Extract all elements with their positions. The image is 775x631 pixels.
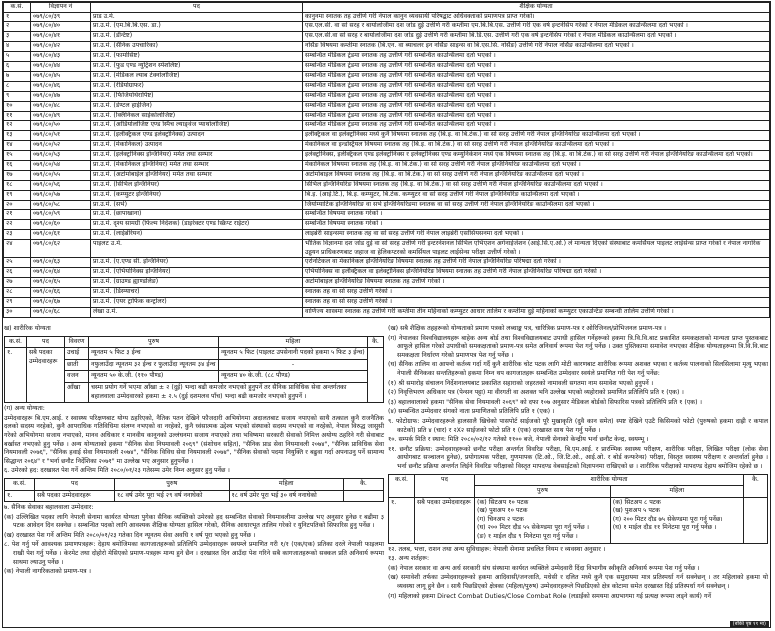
cell-qualification: एस.एल.सी. वा सो सरह र बायोलोजीमा दश जोड दुई उत्तीर्ण गरी कम्तीमा एम.बि.बि.एस. उत्तीर्ण गरी एक वर्ष इन्टर्नसिप गरेको र नेपाल मेडिकल काउन्सिलमा दर्ता भएको । — [303, 22, 770, 32]
cell-qualification: एभियोनिक्स वा इलेक्ट्रिकल वा इलेक्ट्रोनिक्स इन्जिनियरिङ विषयमा स्नातक तह उत्तीर्ण गरी नेपाल इन्जिनियरिङ परिषद्मा दर्ता गरेको । — [303, 268, 770, 278]
cell-sn: ११ — [4, 111, 31, 121]
cell-remarks — [744, 497, 768, 543]
cell-sn: १. — [5, 490, 35, 502]
cell-sn: २ — [4, 22, 31, 32]
cell-post: प्रा.उ.मे. (एभियोनिक्स इन्जिनियर) — [91, 268, 303, 278]
other-text: उम्मेदवारहरू बि.एम.आई. र स्वास्थ्य परिक्षणबाट योग्य ठहरिएको, नैतिक पतन देखिने फौजदारी अभियोगमा अदालतबाट सजाय नपाएको साथै तत्काल कुनै राजनैतिक दलको सदस्य नरहेको, कुनै आपराधिक गतिविधिमा संलग्न नभएको वा नरहेको, कुनै ध्वंसात्मक उद्देश्य भएको संस्थाको सदस्य नभएको वा नरहेको, नेपाल विरुद्ध जासुसी गरेको अभियोगमा सजाय नपाएको, मानव अधिकार र मानवीय कानूनको उल्लंघनमा सजाय नपाएको तथा भविष्यमा सरकारी सेवाको निमित्त अयोग्य ठहरिने गरी सेवाबाट बर्खास्त नभएको हुनु पर्नेछ । अन्य योग्यताको हकमा "सैनिक सेवा नियमावली २०६९" (संशोधन सहित), "सैनिक प्राड सेवा नियमावली २०७४", "सैनिक प्राविधिक सेवा नियमावली २०७६", "सैनिक हवाई सेवा नियमावली २०७४", "सैनिक विविध सेवा नियमावली २०७४", "सैनिक सेवाको पदमा नियुक्ति र बढुवा गर्दा अपनाउनु पर्ने सामान्य सिद्धान्त २०६४" र "भर्ना छनौट निर्देशिका २०७१" मा उल्लेख भए अनुसार हुनुपर्नेछ । — [4, 414, 384, 465]
document-item: (ग) नेपालका विश्वविद्यालयहरू बाहेक अन्य बोर्ड तथा विश्वविद्यालयबाट उपाधी हासिल गर्नेहरूको हकमा त्रि.वि.वि.बाट प्रकाशित समकक्षताको मान्यता प्राप्त पुस्तकबाट आफूले हासिल गरेको उपाधीको समकक्षताको प्रमाण-पत्र समेत अनिवार्य रूपमा पेश गर्नु पर्नेछ । उक्त पुस्तिकामा समावेश नभएका शैक्षिक योग्यताहरूमा त्रि.वि.वि.बाट समकक्षता निर्धारण गरेको प्रमाणपत्र पेश गर्नु पर्नेछ । — [388, 334, 768, 359]
table-row — [4, 42, 770, 52]
cell-qualification: कानुनमा स्नातक तह उत्तीर्ण गरी नेपाल कानुन व्यवसायी परिषद्बाट अधिवक्ताको प्रमाणपत्र प्राप्त गरेको। — [303, 12, 770, 22]
cell-ad-no: ०७९/८०/६२ — [31, 240, 91, 258]
cell-post: प्रा.उ.मे. (फुड एण्ड न्युट्रिशन स्पेशलिष्ट) — [91, 62, 303, 72]
table-row — [4, 121, 770, 131]
cell-sn: ९ — [4, 91, 31, 101]
cell-ad-no: ०७९/८०/४६ — [31, 81, 91, 91]
cell-ad-no: ०७९/८०/६७ — [31, 297, 91, 307]
cell-ad-no: ०७९/८०/४९ — [31, 111, 91, 121]
th-post: पद — [415, 474, 475, 497]
th-female: महिला — [219, 336, 368, 348]
table-row — [4, 151, 770, 161]
table-row — [4, 81, 770, 91]
document-subitem: (४) सम्बन्धित उम्मेदवार संगको नाता प्रमाणितको प्रतिलिपि प्रति १ (एक) । — [388, 408, 555, 416]
cell-label: छाती — [65, 359, 89, 371]
female-item: (क) सिटअप ८ पटक — [612, 498, 661, 506]
table-row — [4, 307, 770, 317]
cell-sn: २७ — [4, 278, 31, 288]
cell-qualification: सम्बन्धित मेडिकल ट्रेडमा स्नातक तह उत्तीर्ण गरी सम्बन्धित काउन्सिलमा दर्ता भएको । — [303, 81, 770, 91]
cell-sn: २९ — [4, 297, 31, 307]
male-item: (ङ) १ माईल दौड ९ मिनेटमा पूरा गर्नु पर्नेछ । — [477, 533, 578, 541]
cell-sn: २१ — [4, 210, 31, 220]
serving-item: (क) उल्लिखित पदका लागि नेपाली सेनामा कार्यरत योग्यता पुगेका सैनिक व्यक्तिको उमेरको हद सम्बन्धित सेवाको नियमावलीमा उल्लेख भए अनुसार हुनेछ र बढीमा ३ पटक आवेदन दिन सक्नेछ । सम्बन्धित पदको लागि आवश्यक शैक्षिक योग्यता हासिल गरेको, सैनिक आधारभूत तालिम गरेको र युनिटपतिको सिफारिस हुनु पर्नेछ । — [4, 513, 384, 530]
documents-heading: ८. पेश गर्नु पर्ने आवश्यक प्रमाणपत्रहरू: देहाय बमोजिमका कागजातहरूको प्रतिलिपि उम्मेदवारहरू स्वयम्ले प्रमाणित गरी १/१ (एक/एक) प्रतिका दरले नेपाली फाइलमा राखी पेश गर्नु पर्नेछ । केरमेट तथा दोहोरो मेसिएको प्रमाण-पत्रहरू मान्य हुने छैन । दरखास्त दिन आउँदा पेश गरिने सबै कागजातहरूको सक्कल प्रति अनिवार्य रूपमा साथमा ल्याउनु पर्नेछ । — [4, 541, 384, 566]
physical-heading: ख) शारीरिक योग्यता — [4, 325, 51, 332]
th-male: पुरुष — [89, 336, 219, 348]
th-fitness: शारीरिक योग्यता — [475, 474, 744, 486]
cell-post: पाइलट उ.मे. — [91, 240, 303, 258]
cell-qualification: सम्बन्धित मेडिकल ट्रेडमा स्नातक तह उत्तीर्ण गरी सम्बन्धित काउन्सिलमा दर्ता भएको । — [303, 62, 770, 72]
cell-post: प्रा.उ.मे. (मेडिकल ल्याब टेक्नोलोजिष्ट) — [91, 71, 303, 81]
cell-ad-no: ०७९/८०/४१ — [31, 32, 91, 42]
cell-qualification: सम्बन्धित विषयमा स्नातक गरेको । — [303, 220, 770, 230]
table-row — [4, 52, 770, 62]
female-item: (ख) पुशअप ५ पटक — [612, 507, 660, 515]
cell-ad-no: ०७९/८०/६६ — [31, 287, 91, 297]
th-sn: क.सं. — [389, 474, 415, 497]
th-post: पद — [35, 478, 115, 490]
cell-ad-no: ०७९/८०/५४ — [31, 160, 91, 170]
table-row — [4, 101, 770, 111]
cell-qualification: इलेक्ट्रोनिक्स, इलेक्ट्रिकल एण्ड इलेक्ट्रोनिक्स र इलेक्ट्रोनिक्स एण्ड कम्युनिकेशन मध्ये एक विषयमा स्नातक तह (बि.इ. वा बि.टेक.) वा सो सरह उत्तीर्ण गरी नेपाल इन्जिनियरिङ काउन्सिलमा दर्ता भएको। — [303, 151, 770, 161]
age-table — [4, 478, 384, 502]
document-subitem: (१) श्री समारोह संचालन निर्देशनालयबाट प्रकाशित सहाराको जहरतको नामावली सगतमा नाम समावेश भएको हुनुपर्ने । — [388, 379, 654, 387]
table-row — [4, 268, 770, 278]
cell-qualification: स्नातक तह वा सो सरह उत्तीर्ण गरेको । — [303, 287, 770, 297]
cell-ad-no: ०७९/८०/५६ — [31, 180, 91, 190]
cell-post: लेखा उ.मे. — [91, 307, 303, 317]
cell-qualification: सम्बन्धित मेडिकल ट्रेडमा स्नातक तह उत्तीर्ण गरी सम्बन्धित काउन्सिलमा दर्ता भएको । — [303, 91, 770, 101]
th-detail: विवरण — [65, 336, 89, 348]
cell-post: प्रा.उ.मे. (फार्मासिष्ट) — [91, 52, 303, 62]
table-row — [4, 278, 770, 288]
continued-page-badge: (बाँकी पृष्ठ ११ मा) — [730, 621, 769, 628]
cell-ad-no: ०७९/८०/४५ — [31, 71, 91, 81]
col-post: पद — [91, 3, 303, 13]
col-ad-no: विज्ञापन नं — [31, 3, 91, 13]
table-row — [4, 22, 770, 32]
document-item: (क) नेपाली नागरिकताको प्रमाण-पत्र । — [4, 568, 92, 576]
cell-eye: चस्मा प्रयोग गर्ने भएमा आँखा ± २ (दुई) भन्दा बढी कमजोर नभएको हुनुपर्ने तर सैनिक प्राविधिक सेवा अन्तर्गतका बहालवाला उम्मेदवारको हकमा ± २.५ (दुई दशमलव पाँच) भन्दा बढी कमजोर नभएको हुनुपर्ने । — [89, 382, 368, 402]
cell-ad-no: ०७९/८०/३९ — [31, 12, 91, 22]
cell-sn: १० — [4, 101, 31, 111]
table-row — [4, 62, 770, 72]
table-row — [4, 160, 770, 170]
cell-female: न्यूनतम ५ फिट (पाइलट उपसेनानी पदको हकमा ५ फिट ३ ईन्च) — [219, 348, 368, 360]
cell-post: प्रा.उ.मे. (फिजियोथेरापिष्ट) — [91, 91, 303, 101]
cell-qualification: स्नातक तह वा सो सरह उत्तीर्ण गरेको । — [303, 297, 770, 307]
th-remarks: कै. — [344, 478, 384, 490]
cell-qualification: इलेक्ट्रिकल वा इलेक्ट्रोनिक्स मध्ये कुनै विषयमा स्नातक तह (बि.इ. वा बि.टेक.) वा सो सरह उत्तीर्ण गरी नेपाल इन्जिनियरिङ काउन्सिलमा दर्ता भएको । — [303, 131, 770, 141]
condition-item: (क) नेपाल सरकार वा अन्य अर्ध सरकारी संघ संस्थामा कार्यरत व्यक्तिले उम्मेदवारी दिंदा विभागीय स्वीकृति अनिवार्य रूपमा पेश गर्नु पर्नेछ । — [388, 564, 700, 572]
cell-sn: २२ — [4, 220, 31, 230]
th-sn: क.सं. — [5, 478, 35, 490]
cell-label: उचाई — [65, 348, 89, 360]
cell-ad-no: ०७९/८०/६५ — [31, 278, 91, 288]
cell-qualification: सम्बन्धित मेडिकल ट्रेडमा स्नातक तह उत्तीर्ण गरी सम्बन्धित काउन्सिलमा दर्ता भएको । — [303, 111, 770, 121]
table-row — [4, 258, 770, 268]
cell-post: प्रा.उ.मे. (सिभिल इन्जिनियर) — [91, 180, 303, 190]
cell-post: प्रा.उ.मे. (एयर ट्राफिक कन्ट्रोलर) — [91, 297, 303, 307]
cell-ad-no: ०७९/८०/५७ — [31, 190, 91, 200]
cell-qualification: सम्बन्धित विषयमा स्नातक गरेको । — [303, 210, 770, 220]
cell-sn: २४ — [4, 240, 31, 258]
cell-ad-no: ०७९/८०/५२ — [31, 141, 91, 151]
cell-ad-no: ०७९/८०/६१ — [31, 230, 91, 240]
cell-ad-no: ०७९/८०/६३ — [31, 258, 91, 268]
cell-qualification: अटोमोबाइल इन्जिनियरिङ विषयमा स्नातक तह उत्तीर्ण गरेको । — [303, 278, 770, 288]
document-subitem: (३) बहालवालाको हकमा "सैनिक सेवा नियमावली २०६९" को दफा १०७ अनुसार मेडिकल बोर्डको सिफारिस पत्रको प्रतिलिपि प्रति १ (एक) । — [388, 398, 702, 406]
cell-sn: १ — [4, 12, 31, 22]
cell-ad-no: ०७९/८०/५३ — [31, 151, 91, 161]
col-sn: क.सं. — [4, 3, 31, 13]
cell-female: १८ वर्ष उमेर पूरा भई ३० वर्ष ननाघेको — [229, 490, 344, 502]
cell-sn: १६ — [4, 160, 31, 170]
cell-qualification: मेकानिकल विषयमा स्नातक तह (बि.इ. वा बि.टेक.) वा सो सरह उत्तीर्ण गरी नेपाल इन्जिनियरिङ काउन्सिलमा दर्ता भएको । — [303, 160, 770, 170]
cell-sn: १८ — [4, 180, 31, 190]
cell-qualification: बि.इ. (आई.टि.), बि.इ. कम्प्युटर, बि.टेक. कम्प्युटर वा सो सरह उत्तीर्ण गरी नेपाल इन्जिनियरिङ काउन्सिलमा दर्ता भएको । — [303, 190, 770, 200]
cell-ad-no: ०७९/८०/६८ — [31, 307, 91, 317]
cell-qualification: भौतिक विज्ञानमा दश जोड दुई वा सो सरह उत्तीर्ण गरी इन्टरनेशनल सिभिल एभिएशन अर्गनाईजेशन (आई.सि.ए.ओ.) ले मान्यता दिएको संस्थाबाट कमर्सियल पाइलट लाईसेन्स प्राप्त गरेको र नेपाल नागरिक उड्डयन प्राधिकरणबाट जहाज वा हेलिकप्टरको कमर्सियल पाइलट लाईसेन्स परीक्षा उत्तीर्ण गरेको । — [303, 240, 770, 258]
cell-ad-no: ०७९/८०/४३ — [31, 52, 91, 62]
cell-post: प्रा.उ.मे. (इलेक्ट्रिकल एण्ड इलेक्ट्रोनिक्स) उत्पादन — [91, 131, 303, 141]
th-post: पद — [27, 336, 65, 348]
cell-ad-no: ०७९/८०/५९ — [31, 210, 91, 220]
table-row — [4, 111, 770, 121]
th-male: पुरुष — [115, 478, 230, 490]
female-item: (घ) १ माईल दौड ११ मिनेटमा पूरा गर्नु पर्नेछ । — [612, 524, 717, 532]
cell-post: प्रा.उ.मे. (इलेक्ट्रोनिक्स इन्जिनियर) मर्मत तथा सम्भार — [91, 151, 303, 161]
cell-sn: २८ — [4, 287, 31, 297]
cell-sn: १४ — [4, 141, 31, 151]
cell-ad-no: ०७९/८०/५१ — [31, 131, 91, 141]
table-row — [4, 297, 770, 307]
cell-qualification: अटोमोबाइल विषयमा स्नातक तह (बि.इ. वा बि.टेक.) वा सो सरह उत्तीर्ण गरी नेपाल इन्जिनियरिङ काउन्सिलमा दर्ता भएको । — [303, 170, 770, 180]
cell-female: न्यूनतम ४० के.जी. (८८ पौण्ड) — [219, 371, 368, 383]
table-row — [4, 131, 770, 141]
document-item: (ख) सबै शैक्षिक तहहरूको योग्यताको प्रमाण पत्रको लब्धाङ्क पत्र, चारित्रिक प्रमाण-पत्र र ओरिजिनल/प्रोभिजनल प्रमाण-पत्र । — [388, 325, 667, 332]
condition-item: (ख) समावेशी तर्फका उम्मेदवारहरूको हकमा आदिवासी/जनजाति, मधेसी र दलित मध्ये कुनै एक समुदायमा मात्र प्रतिस्पर्धा गर्न सक्नेछन् । तर महिलाको हकमा यो व्यवस्था लागू हुने छैन । साथै पिछडिएको क्षेत्रका (महिला/पुरुष) उम्मेदवारहरूले पिछडिएको क्षेत्र कोटामा समेत दरखास्त दिई प्रतिस्पर्धा गर्न सक्नेछन् । — [388, 574, 768, 591]
cell-post: प्रा.उ.मे. (मेकानिकल) उत्पादन — [91, 141, 303, 151]
cell-qualification: एस.एल.सी.वा सो सरह र बायोलोजीमा दश जोड दुई उत्तीर्ण गरी कम्तीमा बि.डि.एस. उत्तीर्ण गरी एक वर्ष इन्टर्नसिप गरेको र नेपाल मेडिकल काउन्सिलमा दर्ता भएको । — [303, 32, 770, 42]
col-qualification: शैक्षिक योग्यता — [303, 3, 770, 13]
cell-qualification: नर्सिङ विषयमा कम्तीमा स्नातक (बि.एन. वा ब्याचलर इन नर्सिङ साइन्स वा बि.एस.सि. नर्सिङ) उत्तीर्ण गरी नेपाल नर्सिङ काउन्सिलमा दर्ता भएको । — [303, 42, 770, 52]
cell-male: न्यूनतम ५० के.जी. (११० पौण्ड) — [89, 371, 219, 383]
cell-post: प्रा.उ.मे. (सैनिक उपचारिका) — [91, 42, 303, 52]
cell-sn: १७ — [4, 170, 31, 180]
document-subitem: (२) निवृत्तिभरण अधिकार पत्र (पेन्सन पट्टा) मा वीरगती वा अशक्त भनि उल्लेख भएको व्यहोराको प्रमाणित प्रतिलिपि प्रति १ (एक) । — [388, 389, 684, 397]
right-column — [388, 325, 768, 602]
cell-qualification: सम्बन्धित मेडिकल ट्रेडमा स्नातक तह उत्तीर्ण गरी सम्बन्धित काउन्सिलमा दर्ता भएको । — [303, 121, 770, 131]
cell-post: प्राड उ.मे. — [91, 12, 303, 22]
table-row — [4, 180, 770, 190]
cell-sn: ८ — [4, 81, 31, 91]
male-item: (ख) पुशअप १० पटक — [477, 507, 528, 515]
contact-text: १०. सम्पर्क मिति र स्थान: मिति २०८०/०२/१२ गतेको ११०० बजे, नेपाली सेनाको केन्द्रीय भर्ना छनौट केन्द्र, स्वयम्भू । — [388, 436, 649, 444]
cell-ad-no: ०७९/८०/६४ — [31, 268, 91, 278]
cell-remarks — [344, 490, 384, 502]
cell-sn: ५ — [4, 52, 31, 62]
age-heading: ६. उमेरको हद: दरखास्त पेश गर्ने अन्तिम मिति २०८०/०१/२३ गतेसम्म उमेर निम्न अनुसार हुनु पर्नेछ । — [4, 467, 230, 475]
cell-ad-no: ०७९/८०/४० — [31, 22, 91, 32]
document-item: (घ) सैनिक तालिम वा आफ्नो कर्तव्य गर्दा गर्दै कुनै शारीरिक चोट पटक लागि मोटी कारणबाट शारीरिक रूपमा अशक्त भएका र कर्तव्य पालनाको सिलसिलामा मृत्यु भएका नेपाली सैनिकका सन्ततिहरूको हकमा निम्न थप कागजातहरू सम्बन्धित उम्मेदवार स्वयंले प्रमाणित गरी पेश गर्नु पर्नेछ: — [388, 361, 768, 377]
cell-post: प्रा.उ.मे. (ग्राउण्ड ह्याण्डलिङ) — [91, 278, 303, 288]
th-remarks: कै. — [368, 336, 384, 348]
cell-label: वजन — [65, 371, 89, 383]
cell-sn: २३ — [4, 230, 31, 240]
cell-post: प्रा.उ.मे. (ए.एण्ड सी. इन्जिनियर) — [91, 258, 303, 268]
cell-sn: ७ — [4, 71, 31, 81]
cell-sn: ४ — [4, 42, 31, 52]
cell-ad-no: ०७९/८०/४४ — [31, 62, 91, 72]
cell-sn: २० — [4, 200, 31, 210]
cell-male: १८ वर्ष उमेर पूरा भई २९ वर्ष ननाघेको — [115, 490, 230, 502]
cell-post: प्रा.उ.मे. (कम्प्युटर इन्जिनियर) — [91, 190, 303, 200]
cell-remarks — [368, 348, 384, 403]
cell-ad-no: ०७९/८०/४७ — [31, 91, 91, 101]
cell-sn: १३ — [4, 131, 31, 141]
table-row — [4, 190, 770, 200]
cell-post: प्रा.उ.मे. (क्लिनिकल साईकोलोजिष्ट) — [91, 111, 303, 121]
physical-table — [4, 336, 384, 404]
vacancy-table-section — [3, 2, 770, 318]
th-remarks: कै. — [744, 474, 768, 497]
th-male: पुरुष — [475, 486, 611, 498]
photo-text: ९. फोटोग्राफ: उम्मेदवारहरूले हालसालै खिचेको पासपोर्ट साईजको पूरै मुखाकृति (दुवै कान समेत) स्पष्ट देखिने एउटै किसिमको फोटो (पुरुषको हकमा दाह्री र कपाल काटेको) प्रति ४ (चार) र २X२ साईजको फोटो प्रति १ (एक) दरखास्त साथ पेश गर्नु पर्नेछ । — [388, 417, 768, 434]
cell-qualification: वाणिज्य शास्त्रमा स्नातक तह उत्तीर्ण गरी कम्तीमा तीन महिनाको कम्प्युटर आधार तालिम र कम्तीमा दुई महिनाको कम्प्युटर एकाउन्टिङ सम्बन्धी तालिम उत्तीर्ण गरेको । — [303, 307, 770, 317]
male-item: (घ) २०० मिटर दौड ५५ सेकेण्डमा पूरा गर्नु पर्नेछ । — [477, 524, 590, 532]
other-heading: (ग) अन्य योग्यता: — [4, 405, 45, 413]
cell-sn: ६ — [4, 62, 31, 72]
cell-post: प्रा.उ.मे. (डिस्प्याचर) — [91, 287, 303, 297]
cell-qualification: सम्बन्धित मेडिकल ट्रेडमा स्नातक तह उत्तीर्ण गरी सम्बन्धित काउन्सिलमा दर्ता भएको । — [303, 52, 770, 62]
cell-male: नफुलाउँदा न्यूनतम ३२ ईन्च र फुलाउँदा न्यूनतम ३४ ईन्च — [89, 359, 219, 371]
cell-sn: १२ — [4, 121, 31, 131]
cell-post: सबै पदका उम्मेदवारहरू — [35, 490, 115, 502]
cell-post: प्रा.उ.मे. (डेन्टिष्ट) — [91, 32, 303, 42]
cell-post: प्रा.उ.मे. (छापाखाना) — [91, 210, 303, 220]
cell-sn: २६ — [4, 268, 31, 278]
cell-sn: १५ — [4, 151, 31, 161]
cell-male: न्यूनतम ५ फिट ३ ईन्च — [89, 348, 219, 360]
th-female: महिला — [610, 486, 743, 498]
table-row — [4, 91, 770, 101]
table-row — [4, 240, 770, 258]
cell-ad-no: ०७९/८०/४२ — [31, 42, 91, 52]
cell-post: प्रा.उ.मे. (लाईब्रेरियन) — [91, 230, 303, 240]
serving-item: (ख) दरखास्त पेश गर्ने अन्तिम मिति २०८०/०१/२३ गतेका दिन न्यूनतम सेवा अवधि १ वर्ष पूरा भएको हुनु पर्नेछ । — [4, 531, 256, 539]
table-row — [4, 170, 770, 180]
cell-post: प्रा.उ.मे. (ओडियोलोजिष्ट एण्ड स्पिच ल्याङ्वेज प्याथोलोजिष्ट) — [91, 121, 303, 131]
cell-post: सबै पदका उम्मेदवारहरू — [27, 348, 65, 403]
table-row — [4, 200, 770, 210]
cell-qualification: सम्बन्धित मेडिकल ट्रेडमा स्नातक तह उत्तीर्ण गरी सम्बन्धित काउन्सिलमा दर्ता भएको । — [303, 101, 770, 111]
salary-text: १२. तलब, भत्ता, राशन तथा अन्य सुविधाहरू: नेपाली सेनामा प्रचलित नियम र व्यवस्था अनुसार । — [388, 545, 606, 553]
table-row — [4, 71, 770, 81]
cell-sn: ३० — [4, 307, 31, 317]
serving-heading: ७. सैनिक सेवाका बहालवाला उम्मेदवार: — [4, 504, 94, 512]
cell-female: - — [219, 359, 368, 371]
cell-ad-no: ०७९/८०/५० — [31, 121, 91, 131]
cell-sn: १. — [5, 348, 27, 403]
cell-post: प्रा.उ.मे. (अटोमोबाईल इन्जिनियर) मर्मत तथा सम्भार — [91, 170, 303, 180]
cell-qualification: जियोम्याटिक इन्जिनियरिङ वा सर्भे इन्जिनियरिङमा स्नातक वा सो सरह उत्तीर्ण गरी नेपाल इन्जिनियरिङ काउन्सिलमा दर्ता भएको । — [303, 200, 770, 210]
cell-sn: २५ — [4, 258, 31, 268]
left-column — [4, 325, 384, 578]
table-row — [4, 220, 770, 230]
cell-qualification: लाइब्रेरी साइन्समा स्नातक तह वा सो सरह उत्तीर्ण गरी नेपाल लाइब्रेरी एसोसियसनमा दर्ता भएको । — [303, 230, 770, 240]
cell-post: प्रा.उ.मे. (डेण्टल हाईजिन) — [91, 101, 303, 111]
cell-qualification: सिभिल इन्जिनियरिङ विषयमा स्नातक तह (बि.इ. वा बि.टेक.) वा सो सरह उत्तीर्ण गरी नेपाल इन्जिनियरिङ काउन्सिलमा दर्ता भएको । — [303, 180, 770, 190]
cell-post: प्रा.उ.मे. (मेकानिकल इन्जिनियर) मर्मत तथा सम्भार — [91, 160, 303, 170]
selection-text: ११. छनौट प्रक्रिया: उम्मेदवारहरूको छनौट परीक्षा अन्तर्गत विवरिङ परीक्षा, बि.एम.आई. र प्रारम्भिक स्वास्थ्य परीक्षण, शारीरिक परीक्षा, लिखित परीक्षा (लोक सेवा आयोगबाट सञ्चालन हुनेछ), प्रयोगात्मक परीक्षा, गुणमापक (टि.ओ., जि.टि.ओ., आई.ओ. र बोर्ड कन्फरेन्स) परीक्षा, विस्तृत स्वास्थ्य परीक्षण र अन्तर्वार्ता हुनेछ । भर्ना छनौट प्रक्रिया अन्तर्गत लिईने विवरिङ परीक्षाको विस्तृत मापदण्ड वेबसाईटको विज्ञापनमा राखिएको छ । शारीरिक परीक्षाको मापदण्ड देहाय बमोजिम रहेको छ । — [388, 445, 768, 470]
cell-ad-no: ०७९/८०/५५ — [31, 170, 91, 180]
table-row — [4, 210, 770, 220]
cell-sn: १९ — [4, 190, 31, 200]
cell-post: प्रा.उ.मे. (रेडियोग्राफर) — [91, 81, 303, 91]
cell-female — [610, 497, 743, 543]
cell-male — [475, 497, 611, 543]
cell-label: आँखा — [65, 382, 89, 402]
cell-post: प्रा.उ.मे. (सर्भे) — [91, 200, 303, 210]
cell-sn: १. — [389, 497, 415, 543]
cell-post: प्रा.उ.मे. दृश्य सामग्री (फिल्म निर्देशक) (डाइरेक्टर एण्ड स्क्रिप्ट राईटर) — [91, 220, 303, 230]
male-item: (ग) चिनअप २ पटक — [477, 515, 524, 523]
condition-item: (ग) महिलाको हकमा Direct Combat Duties/Close Combat Role (लडाईंको समयमा अग्रभागमा गई प्रत्यक्ष रूपमा लड्ने कार्य) गर्ने — [388, 592, 712, 600]
cell-ad-no: ०७९/८०/५८ — [31, 200, 91, 210]
cell-post: प्रा.उ.मे. (एम.बि.बि.एस. डा.) — [91, 22, 303, 32]
table-row — [4, 32, 770, 42]
male-item: (क) सिटअप १० पटक — [477, 498, 529, 506]
vacancy-table — [3, 2, 770, 318]
fitness-table — [388, 474, 768, 544]
table-row — [4, 12, 770, 22]
conditions-heading: १३. अन्य शर्तहरू: — [388, 555, 430, 563]
th-sn: क.सं. — [5, 336, 27, 348]
table-row — [4, 141, 770, 151]
cell-qualification: सम्बन्धित मेडिकल ट्रेडमा स्नातक तह उत्तीर्ण गरी सम्बन्धित काउन्सिलमा दर्ता भएको । — [303, 71, 770, 81]
cell-qualification: मेकानिकल वा इन्डस्ट्रियल विषयमा स्नातक तह (बि.इ. वा बि.टेक.) वा सो सरह उत्तीर्ण गरी नेपाल इन्जिनियरिङ काउन्सिलमा दर्ता भएको । — [303, 141, 770, 151]
th-female: महिला — [229, 478, 344, 490]
cell-sn: ३ — [4, 32, 31, 42]
female-item: (ग) २०० मिटर दौड ७५ सेकेण्डमा पूरा गर्नु पर्नेछ। — [612, 515, 723, 523]
cell-ad-no: ०७९/८०/४८ — [31, 101, 91, 111]
cell-ad-no: ०७९/८०/६० — [31, 220, 91, 230]
cell-post: सबै पदका उम्मेदवारहरू — [415, 497, 475, 543]
table-row — [4, 230, 770, 240]
table-row — [4, 287, 770, 297]
cell-qualification: एरोनटिकल वा मेकानिकल इन्जिनियरिङ विषयमा स्नातक तह उत्तीर्ण गरी नेपाल इन्जिनियरिङ परिषद्मा दर्ता गरेको । — [303, 258, 770, 268]
